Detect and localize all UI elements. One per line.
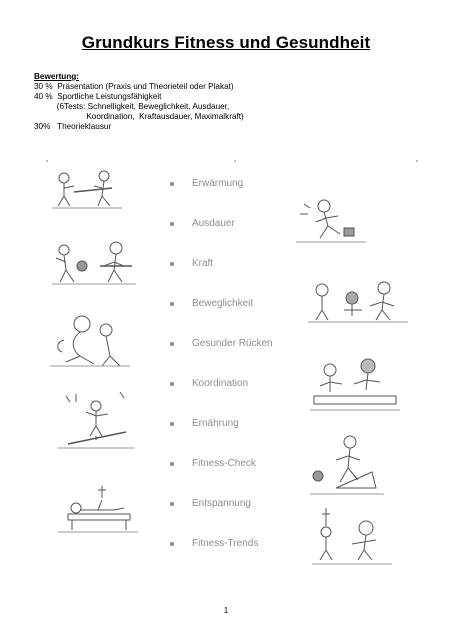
bullet-icon [170,422,174,426]
flexibility-cartoon-icon [50,310,130,370]
topic-label: Entspannung [192,498,251,509]
bullet-icon [170,342,174,346]
grading-line: Koordination, Kraftausdauer, Maximalkraft) [34,112,244,121]
endurance-cartoon-icon [296,194,366,248]
corner-marker [416,160,418,162]
topic-item [170,178,243,189]
topic-label: Beweglichkeit [192,298,254,309]
topic-item [170,498,251,509]
bullet-icon [170,502,174,506]
bullet-icon [170,382,174,386]
topic-label: Ernährung [192,418,239,429]
topic-item [170,338,273,349]
grading-line: 30 % Präsentation (Praxis und Theorieteil oder Plakat) [34,82,234,91]
topic-item [170,418,239,429]
grading-line: (6Tests: Schnelligkeit, Beweglichkeit, Ausdauer, [34,102,230,111]
topic-label: Erwärmung [192,178,244,189]
bullet-icon [170,462,174,466]
back-health-cartoon-icon [310,356,400,414]
topic-item [170,458,256,469]
corner-marker [46,160,48,162]
fitness-check-cartoon-icon [310,432,384,500]
topic-item [170,298,253,309]
strength-group-cartoon-icon [308,276,408,326]
topic-label: Fitness-Check [192,458,256,469]
topic-item [170,218,235,229]
bullet-icon [170,222,174,226]
page-number: 1 [223,606,229,615]
grading-heading: Bewertung: [34,72,80,81]
topic-label: Kraft [192,258,214,269]
topic-label: Gesunder Rücken [192,338,273,349]
topics-panel [46,160,418,578]
topic-item [170,378,248,389]
topic-item [170,258,213,269]
topic-item [170,538,258,549]
topic-label: Fitness-Trends [192,538,259,549]
corner-marker [234,160,236,162]
bullet-icon [170,262,174,266]
relaxation-cartoon-icon [58,484,138,534]
bullet-icon [170,542,174,546]
grading-section [34,72,244,132]
page-title: Grundkurs Fitness und Gesundheit [81,33,371,52]
topic-label: Ausdauer [192,218,235,229]
warmup-cartoon-icon [52,166,122,212]
bullet-icon [170,182,174,186]
grading-line: 30% Theorieklausur [34,122,112,131]
topic-label: Koordination [192,378,249,389]
coordination-cartoon-icon [56,388,136,450]
strength-cartoon-icon [52,236,136,290]
grading-line: 40 % Sportliche Leistungsfähigkeit [34,92,162,101]
trends-cartoon-icon [312,506,392,566]
bullet-icon [170,302,174,306]
